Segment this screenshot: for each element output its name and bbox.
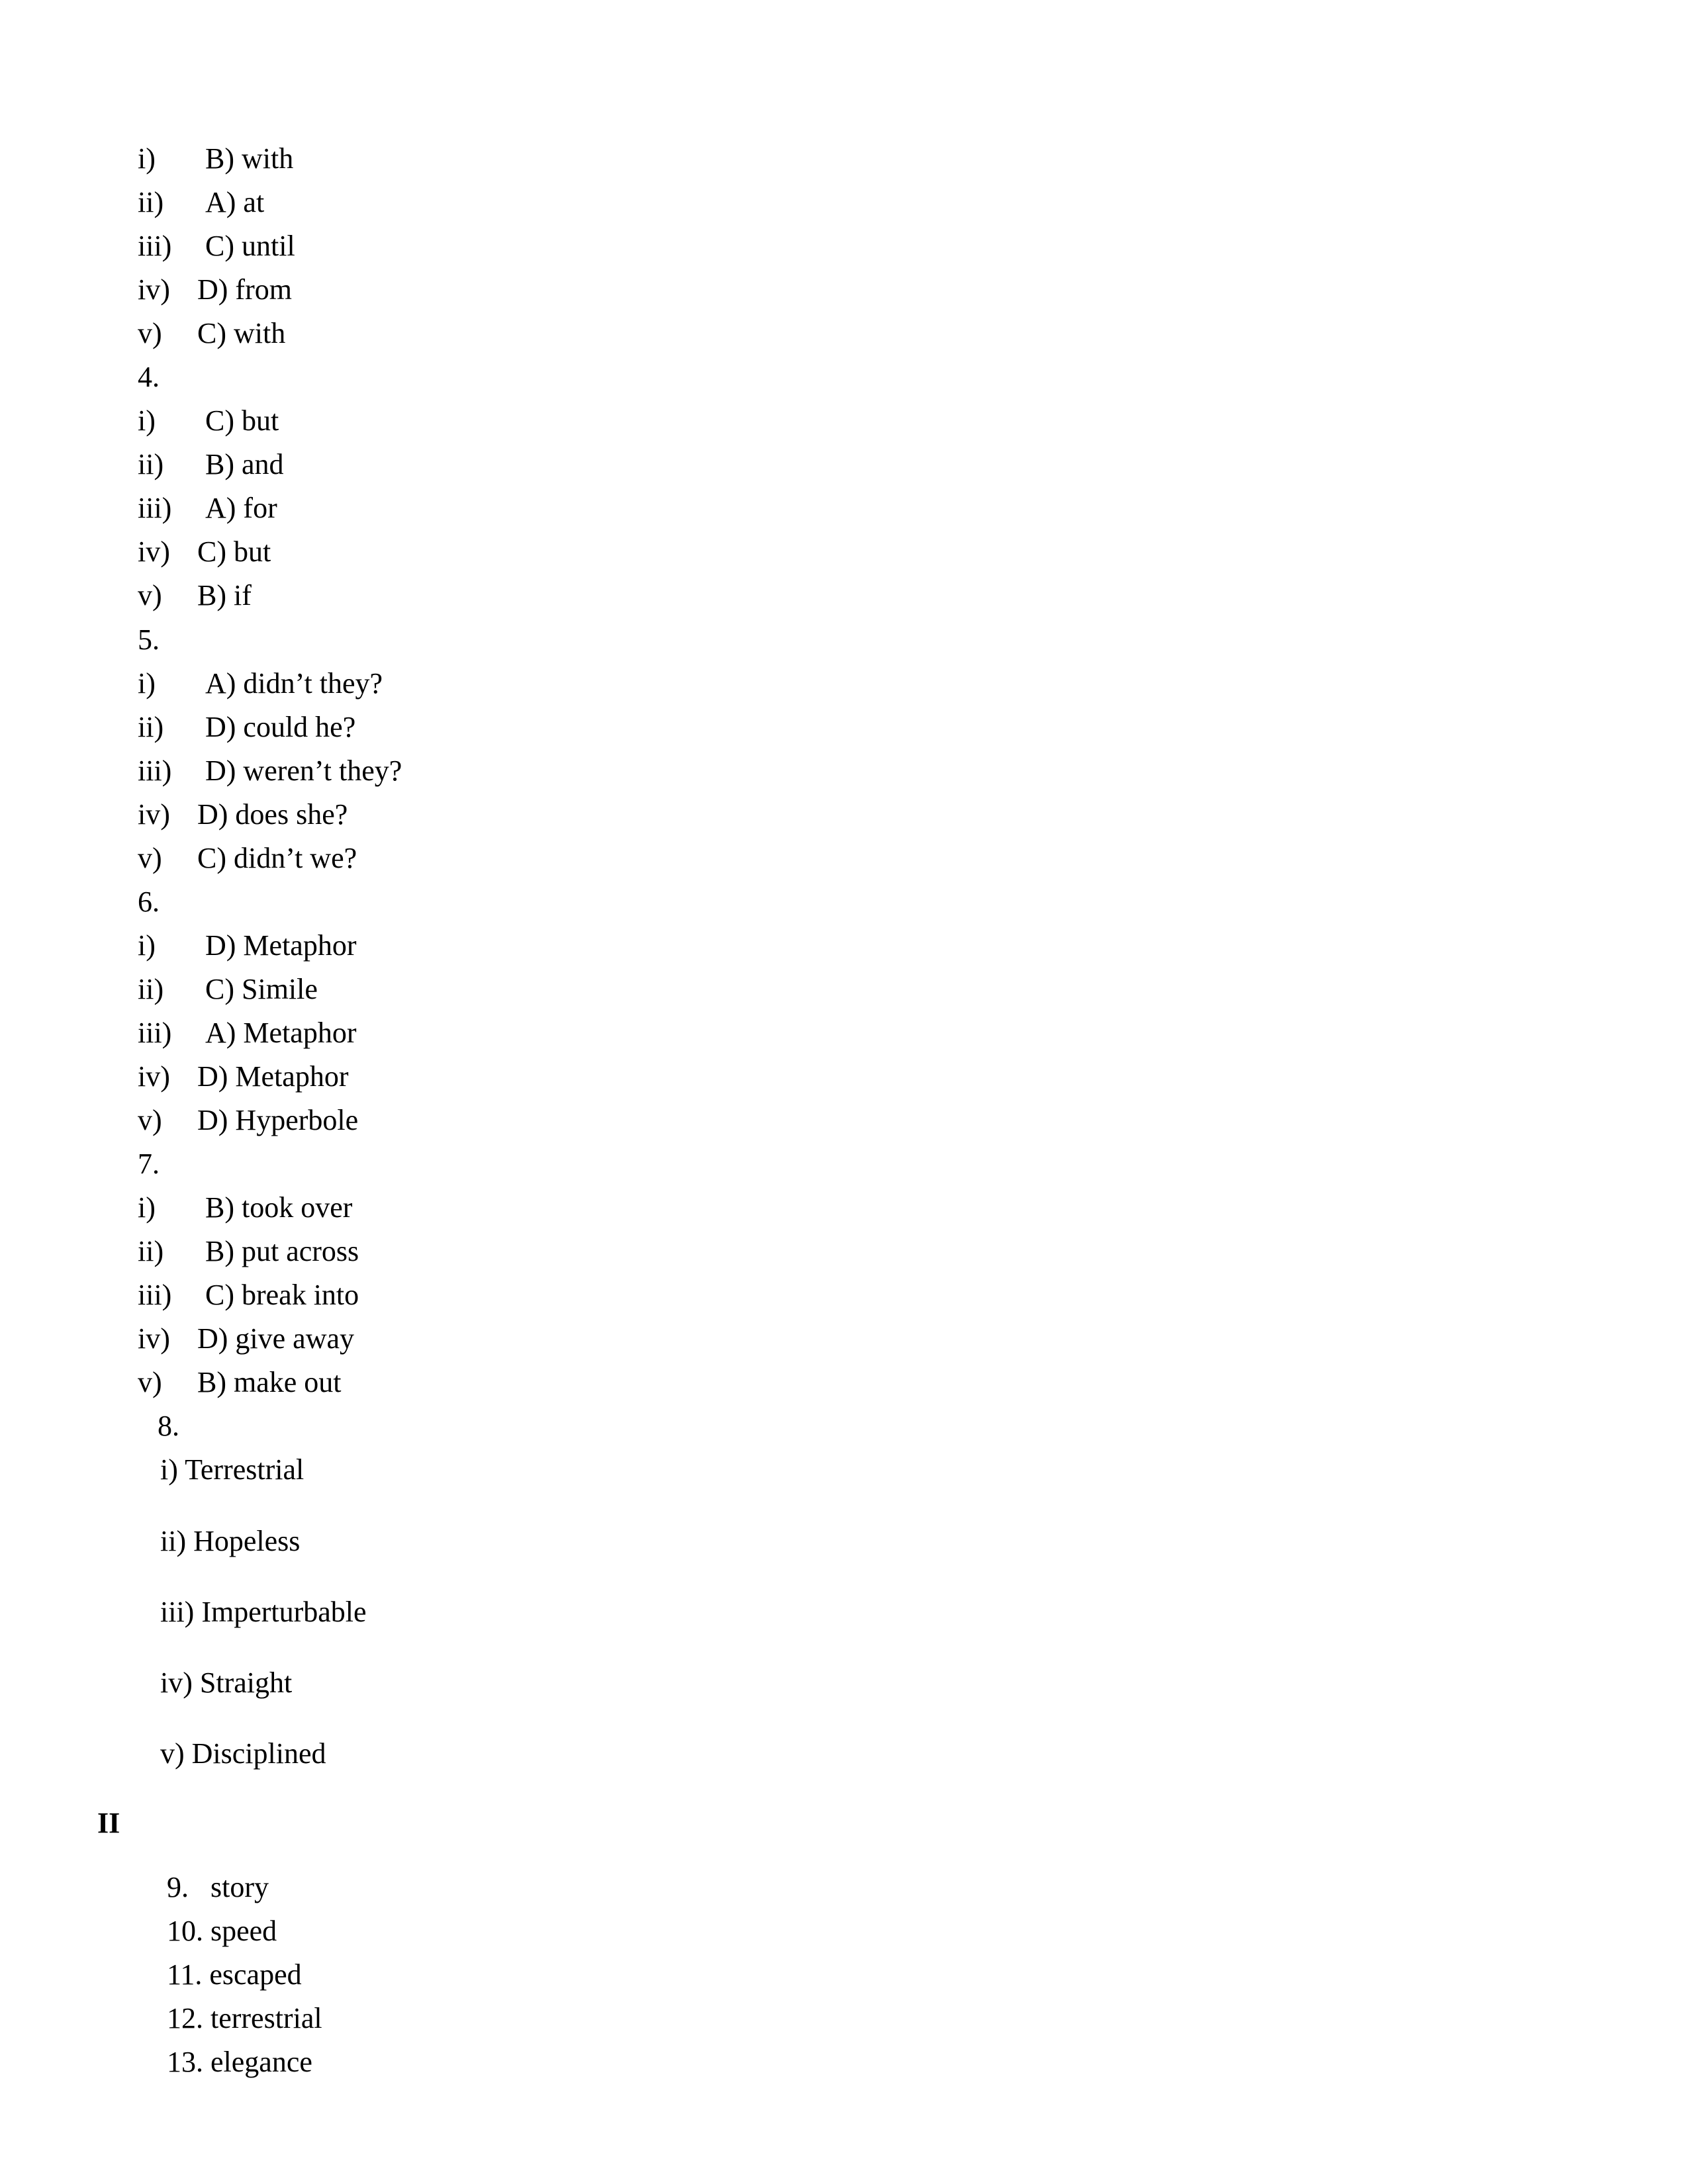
- row-answer: D) give away: [197, 1322, 355, 1355]
- question-number-8: 8.: [158, 1410, 179, 1442]
- row-label: iii): [138, 492, 172, 524]
- row-label: ii): [138, 186, 164, 218]
- section2-item: 13. elegance: [167, 2046, 312, 2078]
- row-answer: B) and: [205, 448, 284, 480]
- row-answer: D) Metaphor: [197, 1060, 349, 1093]
- row-answer: C) with: [197, 317, 286, 349]
- row-answer: B) with: [205, 142, 294, 175]
- row-label: iv): [138, 798, 170, 831]
- row-answer: D) does she?: [197, 798, 348, 831]
- question-number-6: 6.: [138, 886, 160, 918]
- row-label: ii): [138, 973, 164, 1005]
- row-answer: C) break into: [205, 1279, 359, 1311]
- row-label: iv): [138, 1322, 170, 1355]
- row-label: ii): [138, 448, 164, 480]
- section2-item: 11. escaped: [167, 1958, 302, 1991]
- question-number-5: 5.: [138, 623, 160, 656]
- answer-row-7-v: [138, 1366, 342, 1465]
- section2-item: 10. speed: [167, 1915, 277, 1947]
- row-answer: D) weren’t they?: [205, 754, 402, 787]
- row-label: iii): [138, 1279, 172, 1311]
- row-answer: B) put across: [205, 1235, 359, 1267]
- row-label: ii): [138, 711, 164, 743]
- question-number-4: 4.: [138, 361, 160, 393]
- row-label: i): [138, 667, 156, 700]
- row-answer: C) didn’t we?: [197, 842, 357, 874]
- section-heading: II: [97, 1807, 120, 1839]
- row-answer: A) at: [205, 186, 265, 218]
- row-label: iii): [138, 754, 172, 787]
- row-label: v): [138, 317, 162, 349]
- section2-item: 12. terrestrial: [167, 2002, 322, 2034]
- row-answer: D) could he?: [205, 711, 356, 743]
- row-answer: B) took over: [205, 1191, 353, 1224]
- row-answer: A) for: [205, 492, 277, 524]
- synonym-item: i) Terrestrial: [160, 1453, 305, 1486]
- row-answer: C) until: [205, 230, 295, 262]
- synonym-item: iv) Straight: [160, 1666, 293, 1699]
- row-label: iv): [138, 535, 170, 568]
- row-label: i): [138, 404, 156, 437]
- row-label: i): [138, 929, 156, 962]
- row-label: i): [138, 1191, 156, 1224]
- section2-item: 9. story: [167, 1871, 269, 1903]
- row-label: iii): [138, 230, 172, 262]
- row-answer: C) but: [197, 535, 271, 568]
- row-label: iv): [138, 1060, 170, 1093]
- row-answer: D) from: [197, 273, 292, 306]
- row-label: iv): [138, 273, 170, 306]
- row-answer: D) Hyperbole: [197, 1104, 359, 1136]
- row-answer: C) Simile: [205, 973, 318, 1005]
- row-answer: A) didn’t they?: [205, 667, 383, 700]
- row-label: v): [138, 1366, 162, 1398]
- synonym-item: v) Disciplined: [160, 1737, 326, 1770]
- synonym-item: iii) Imperturbable: [160, 1596, 367, 1628]
- row-label: v): [138, 579, 162, 612]
- row-label: ii): [138, 1235, 164, 1267]
- row-label: iii): [138, 1017, 172, 1049]
- question-number-7: 7.: [138, 1148, 160, 1180]
- row-label: v): [138, 1104, 162, 1136]
- row-answer: B) if: [197, 579, 252, 612]
- row-answer: B) make out: [197, 1366, 342, 1398]
- row-label: v): [138, 842, 162, 874]
- row-answer: D) Metaphor: [205, 929, 357, 962]
- row-answer: C) but: [205, 404, 279, 437]
- row-label: i): [138, 142, 156, 175]
- row-answer: A) Metaphor: [205, 1017, 357, 1049]
- synonym-item: ii) Hopeless: [160, 1525, 301, 1557]
